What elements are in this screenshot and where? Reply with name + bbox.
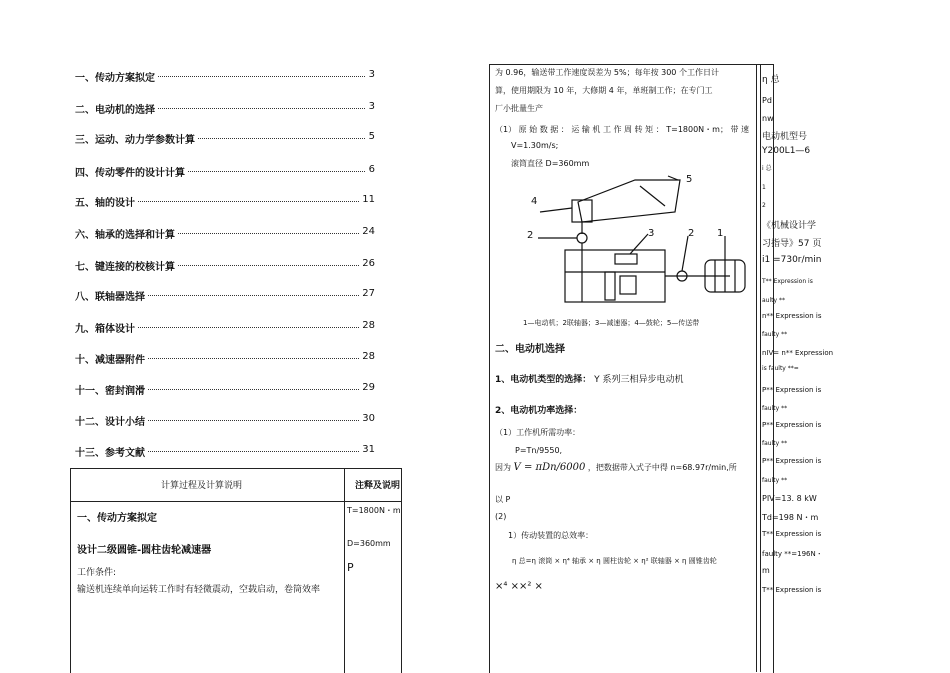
condition-label: 工作条件: <box>77 568 117 578</box>
note-torque: T=1800N・m <box>347 506 401 515</box>
toc-title: 十、减速器附件 <box>75 351 147 366</box>
table-divider <box>344 469 345 673</box>
toc-page-number: 3 <box>368 69 375 80</box>
toc-title: 八、联轴器选择 <box>75 288 147 303</box>
toc-entry <box>75 351 375 367</box>
toc-page-number: 29 <box>362 382 375 393</box>
toc-entry <box>75 444 375 460</box>
toc-entry <box>75 101 375 117</box>
toc-page-number: 28 <box>362 320 375 331</box>
toc-entry <box>75 288 375 304</box>
fig-label-coupling-right: 2 <box>688 228 695 239</box>
toc-page-number: 30 <box>362 413 375 424</box>
toc-entry <box>75 194 375 210</box>
motor-type-line <box>495 372 684 385</box>
text-line-2: 算，使用期限为 10 年，大修期 4 年，单班制工作；在专门工 <box>495 86 713 95</box>
toc-entry <box>75 258 375 274</box>
because-text: 因为 <box>495 463 511 472</box>
raw-data-line-1: （1） 原 始 数 据 ： 运 输 机 工 作 周 转 矩 ： T=1800N・m； 带 速 <box>495 125 750 134</box>
efficiency-formula: η 总=η 滚筒 × η⁴ 轴承 × η 圆柱齿轮 × η² 联轴器 × η 圆锥齿轮 <box>512 557 717 565</box>
design-title: 设计二级圆锥-圆柱齿轮减速器 <box>77 545 212 556</box>
toc-page-number: 11 <box>362 194 375 205</box>
fig-label-motor: 1 <box>717 228 724 239</box>
annotation-line: T** Expression is <box>762 278 813 285</box>
toc-title: 十一、密封润滑 <box>75 382 147 397</box>
right-column-rule <box>756 64 757 672</box>
section2-title: 二、电动机选择 <box>495 344 565 355</box>
note-power: P <box>347 561 354 574</box>
toc-page-number: 3 <box>368 101 375 112</box>
raw-data-line-2: V=1.30m/s; <box>511 141 559 150</box>
toc-page-number: 6 <box>368 164 375 175</box>
fig-label-coupling-left: 2 <box>527 230 534 241</box>
annotation-line: faulty ** <box>762 440 788 447</box>
annotation-line: Y200L1—6 <box>762 146 811 156</box>
section-title: 一、传动方案拟定 <box>77 513 157 524</box>
fig-label-reducer: 3 <box>648 228 655 239</box>
toc-title: 四、传动零件的设计计算 <box>75 164 187 179</box>
annotation-line: P** Expression is <box>762 421 822 429</box>
so-p-text: 以 P <box>495 495 511 504</box>
toc-page-number: 27 <box>362 288 375 299</box>
toc-title: 六、轴承的选择和计算 <box>75 226 177 241</box>
annotation-line: aulty ** <box>762 297 785 304</box>
substitution-text: ，把数据带入式子中得 n=68.97r/min,所 <box>587 463 737 472</box>
power-formula: P=Tn/9550, <box>515 446 563 455</box>
annotation-line: 电动机型号 <box>762 132 808 142</box>
annotation-line: η 总 <box>762 75 780 85</box>
toc-page-number: 28 <box>362 351 375 362</box>
table-header-main: 计算过程及计算说明 <box>161 481 243 491</box>
work-power-label: （1）工作机所需功率： <box>495 428 581 437</box>
raw-data-line-3: 滚筒直径 D=360mm <box>511 159 590 168</box>
toc-page-number: 5 <box>368 131 375 142</box>
note-diameter: D=360mm <box>347 539 391 548</box>
annotation-line: i1 =730r/min <box>762 255 822 265</box>
annotation-line: faulty ** <box>762 405 788 412</box>
toc-page-number: 24 <box>362 226 375 237</box>
toc-entry <box>75 226 375 242</box>
toc-title: 七、键连接的校核计算 <box>75 258 177 273</box>
fig-label-belt: 5 <box>686 174 693 185</box>
toc-title: 九、箱体设计 <box>75 320 137 335</box>
toc-title: 五、轴的设计 <box>75 194 137 209</box>
motor-type-label: 1、电动机类型的选择： <box>495 375 592 385</box>
annotation-line: 1 <box>762 184 766 191</box>
annotation-line: 2 <box>762 202 766 209</box>
annotation-line: nIV= n** Expression <box>762 349 834 357</box>
annotation-line: P** Expression is <box>762 386 822 394</box>
toc-title: 一、传动方案拟定 <box>75 69 157 84</box>
toc-title: 十二、设计小结 <box>75 413 147 428</box>
motor-power-title: 2、电动机功率选择： <box>495 406 583 416</box>
item-two: (2) <box>495 512 507 521</box>
annotation-line: 《机械设计学 <box>762 221 817 231</box>
figure-caption: 1—电动机；2联轴器；3—减速器；4—鼓轮；5—传送带 <box>523 319 700 327</box>
toc-title: 二、电动机的选择 <box>75 101 157 116</box>
toc-entry <box>75 320 375 336</box>
annotation-line: nw <box>762 114 774 123</box>
annotation-line: m <box>762 566 770 575</box>
transmission-diagram <box>520 172 760 312</box>
annotation-line: P** Expression is <box>762 457 822 465</box>
annotation-line: Pd <box>762 96 772 105</box>
fig-label-drum: 4 <box>531 196 538 207</box>
toc-page-number: 31 <box>362 444 375 455</box>
speed-derivation <box>495 462 737 473</box>
toc-page-number: 26 <box>362 258 375 269</box>
text-line-3: 厂小批量生产 <box>495 104 543 113</box>
annotation-line: faulty ** <box>762 477 788 484</box>
efficiency-title: 1）传动装置的总效率： <box>508 531 594 540</box>
annotation-line: 习指导》57 页 <box>762 239 822 249</box>
annotation-line: is faulty **= <box>762 365 799 372</box>
table-header-rule <box>71 501 401 502</box>
annotation-line: n** Expression is <box>762 312 822 320</box>
toc-title: 三、运动、动力学参数计算 <box>75 131 197 146</box>
motor-type-value: Y 系列三相异步电动机 <box>591 375 684 385</box>
annotation-line: faulty **=196N・ <box>762 550 823 558</box>
annotation-line: faulty ** <box>762 331 788 338</box>
condition-text: 输送机连续单向运转工作时有轻微震动，空载启动，卷筒效率 <box>77 585 321 595</box>
annotation-line: PIV=13. 8 kW <box>762 494 817 503</box>
right-column-rule-inner <box>760 64 761 672</box>
toc-entry <box>75 413 375 429</box>
toc-entry <box>75 164 375 180</box>
annotation-line: T** Expression is <box>762 586 822 594</box>
toc-entry <box>75 131 375 147</box>
toc-entry <box>75 382 375 398</box>
times-line: ×⁴ ××² × <box>495 581 543 592</box>
annotation-line: T** Expression is <box>762 530 822 538</box>
toc-entry <box>75 69 375 85</box>
velocity-formula: V = πDn/6000 <box>513 462 586 473</box>
annotation-line: Td=198 N・m <box>762 513 819 522</box>
calculation-table <box>70 468 402 673</box>
table-header-note: 注释及说明 <box>355 481 401 491</box>
toc-title: 十三、参考文献 <box>75 444 147 459</box>
annotation-line: i 总 <box>762 165 772 172</box>
text-line-1: 为 0.96，输送带工作速度误差为 5%；每年按 300 个工作日计 <box>495 68 719 77</box>
